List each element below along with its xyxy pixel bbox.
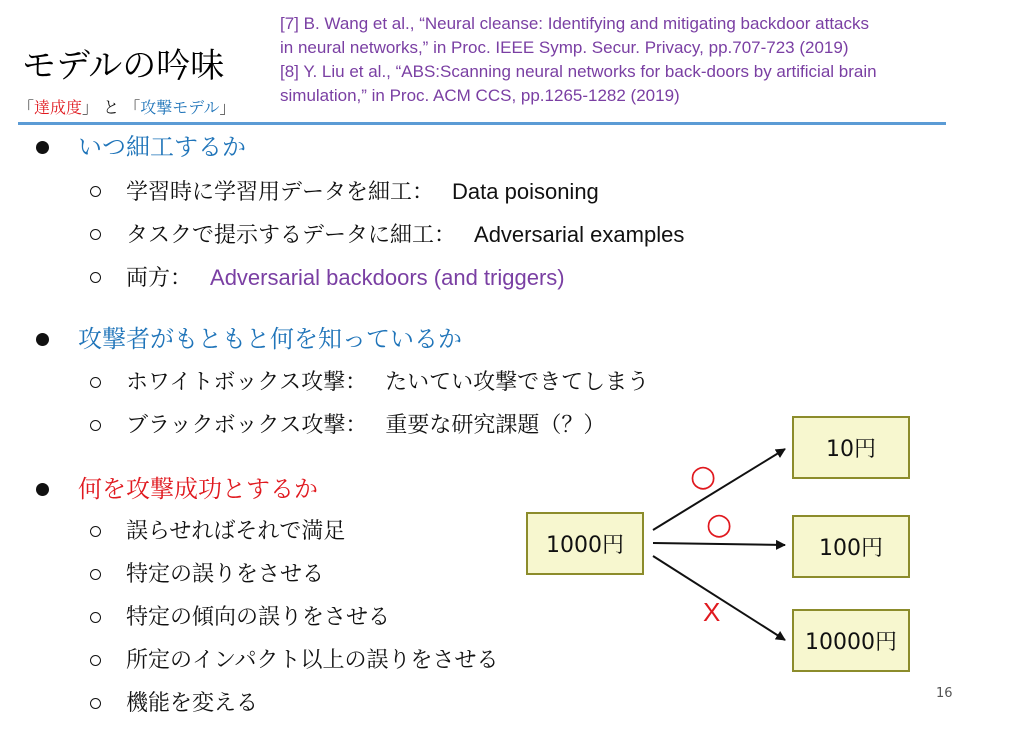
subtitle-bracket: 」: [82, 98, 99, 117]
slide-title: モデルの吟味: [22, 46, 225, 86]
item-label: 機能を変える: [126, 691, 259, 716]
item-value: 重要な研究課題（？）: [385, 413, 606, 438]
section-heading-knowledge: 攻撃者がもともと何を知っているか: [78, 322, 462, 356]
item-label: 誤らせればそれで満足: [126, 519, 346, 544]
target-box-100yen: 100円: [792, 515, 910, 578]
item-label: ブラックボックス攻撃：: [126, 413, 368, 438]
item-value: Adversarial backdoors (and triggers): [210, 265, 565, 290]
failure-mark-icon: X: [703, 597, 721, 627]
subtitle-bracket: 「: [18, 98, 35, 117]
target-box-10000yen: 10000円: [792, 609, 910, 672]
item-label: 所定のインパクト以上の誤りをさせる: [126, 648, 499, 673]
target-box-10yen: 10円: [792, 416, 910, 479]
success-mark-icon: ○: [690, 459, 717, 494]
item-label: ホワイトボックス攻撃：: [126, 370, 368, 395]
subtitle-bracket: 」: [219, 98, 236, 117]
item-label: タスクで提示するデータに細工：: [126, 223, 457, 248]
reference-line: [7] B. Wang et al., “Neural cleanse: Identifying and mitigating backdoor attacks: [280, 14, 870, 33]
subtitle-term-attack-model: 攻撃モデル: [140, 98, 220, 117]
source-box: 1000円: [526, 512, 644, 575]
section-heading-when: いつ細工するか: [78, 130, 246, 164]
subtitle-term-achievement: 達成度: [34, 98, 83, 117]
reference-line: in neural networks,” in Proc. IEEE Symp. Secur. Privacy, pp.707-723 (2019): [280, 38, 849, 57]
item-label: 特定の誤りをさせる: [126, 562, 325, 587]
subtitle-join: と: [103, 98, 120, 117]
item-value: Adversarial examples: [474, 222, 685, 247]
item-label: 両方：: [126, 266, 193, 291]
section-heading-success: 何を攻撃成功とするか: [78, 472, 318, 506]
reference-line: simulation,” in Proc. ACM CCS, pp.1265-1282 (2019): [280, 86, 680, 105]
success-mark-icon: ○: [706, 507, 733, 542]
item-value: Data poisoning: [452, 179, 599, 204]
reference-line: [8] Y. Liu et al., “ABS:Scanning neural networks for back-doors by artificial brain: [280, 62, 877, 81]
subtitle-bracket: 「: [124, 98, 141, 117]
item-value: たいてい攻撃できてしまう: [385, 370, 650, 395]
page-number: 16: [936, 686, 953, 701]
arrow-to-100yen: [653, 543, 785, 545]
item-label: 特定の傾向の誤りをさせる: [126, 605, 391, 630]
item-label: 学習時に学習用データを細工：: [126, 180, 435, 205]
